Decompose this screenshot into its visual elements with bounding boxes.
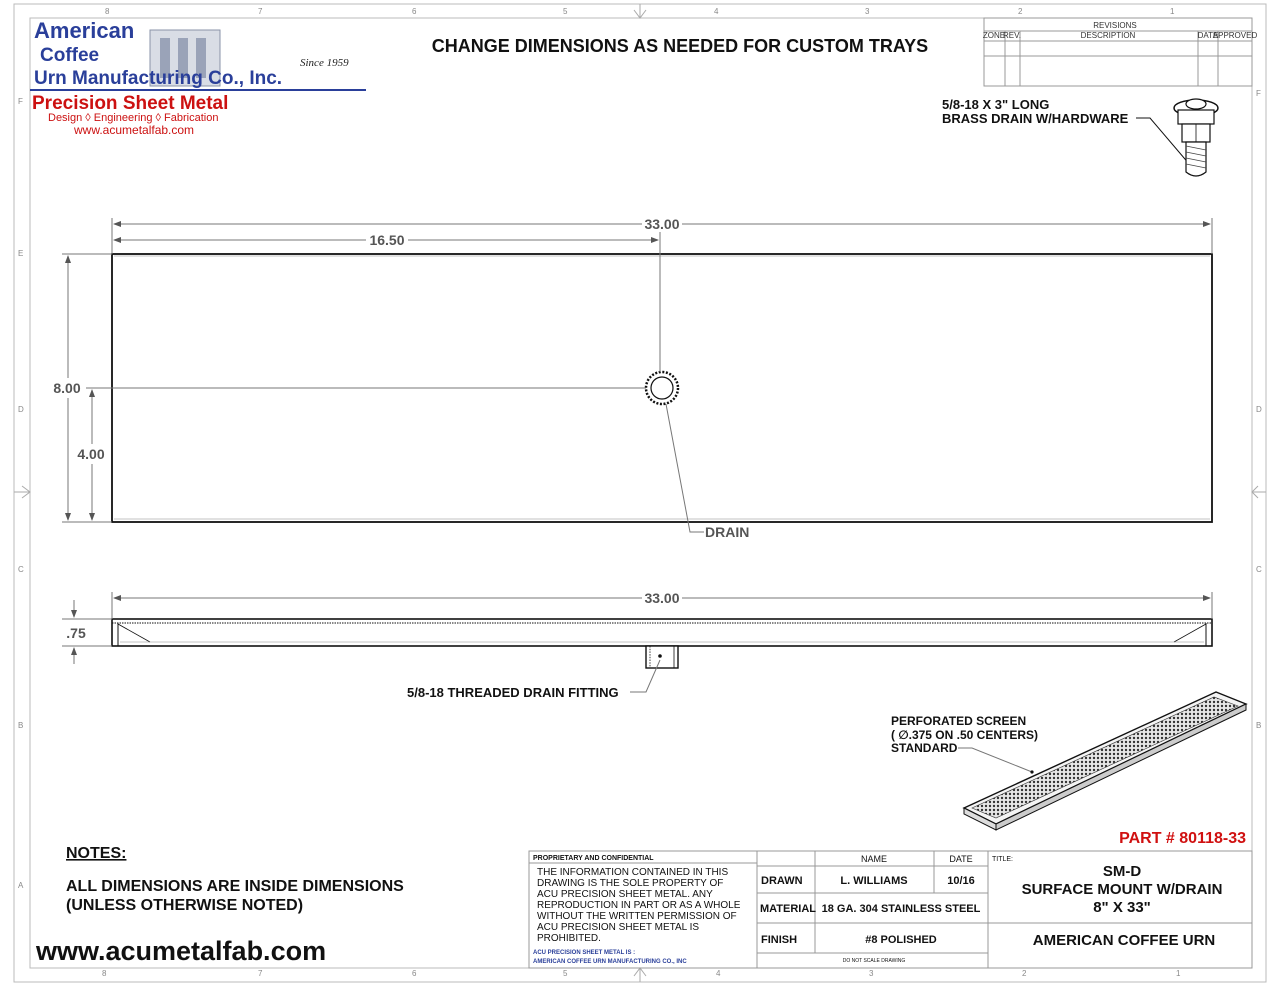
zone-label: B [1256,721,1262,730]
company-logo [30,18,366,137]
header-title: CHANGE DIMENSIONS AS NEEDED FOR CUSTOM TRAYS [431,36,929,56]
zone-label: 5 [563,7,568,16]
dim-half-width: 4.00 [77,446,105,462]
notes [66,845,404,914]
zone-label: 6 [412,969,417,978]
revisions-title: REVISIONS [1093,21,1137,30]
material-label: MATERIAL [760,903,817,915]
brass-drain-illustration [1174,99,1218,176]
notes-line-1: ALL DIMENSIONS ARE INSIDE DIMENSIONS [66,878,404,895]
center-mark-bottom [634,968,646,982]
drawing-title-3: 8" X 33" [1093,899,1151,916]
zone-label: E [18,249,24,258]
dim-half-length: 16.50 [369,232,405,248]
zone-label: 8 [102,969,107,978]
zone-label: 5 [563,969,568,978]
acu-statement: ACU PRECISION SHEET METAL IS : [533,950,636,956]
zone-label: 2 [1022,969,1027,978]
part-number: PART # 80118-33 [1119,830,1246,847]
zone-label: 6 [412,7,417,16]
notes-line-2: (UNLESS OTHERWISE NOTED) [66,897,304,914]
title-label: TITLE: [992,856,1014,863]
center-mark-left [14,486,30,498]
dim-width: 8.00 [53,380,81,396]
side-view [62,590,1212,700]
proprietary-line: WITHOUT THE WRITTEN PERMISSION OF [537,911,737,922]
zone-label: C [18,565,24,574]
center-mark-top [634,4,646,18]
finish-label: FINISH [761,934,798,946]
dim-top-length: 33.00 [644,216,680,232]
screen-label-3: STANDARD [891,741,958,755]
screen-label-1: PERFORATED SCREEN [891,714,1027,728]
rev-col-approved: APPROVED [1212,31,1258,40]
zone-label: F [18,97,23,106]
drain-hardware-label-1: 5/8-18 X 3" LONG [942,97,1050,112]
zone-label: 7 [258,7,263,16]
company-name: AMERICAN COFFEE URN [1032,932,1216,949]
drain-fitting [646,646,678,668]
drawn-date: 10/16 [947,875,975,887]
zone-label: C [1256,565,1262,574]
zone-label: D [18,405,24,414]
rev-col-zone: ZONE [982,31,1006,40]
drain-hardware-callout [942,97,1198,174]
center-mark-right [1252,486,1266,498]
proprietary-line: ACU PRECISION SHEET METAL IS [537,922,700,933]
footer-website: www.acumetalfab.com [36,936,327,966]
proprietary-line: DRAWING IS THE SOLE PROPERTY OF [537,878,724,889]
name-header: NAME [860,854,888,864]
zone-label: A [18,881,24,890]
date-header: DATE [949,854,973,864]
zone-label: 4 [716,969,721,978]
drain-hardware-label-2: BRASS DRAIN W/HARDWARE [942,111,1129,126]
proprietary-line: THE INFORMATION CONTAINED IN THIS [537,867,729,878]
logo-since: Since 1959 [300,57,349,69]
zone-label: F [1256,89,1261,98]
proprietary-line: PROHIBITED. [537,933,601,944]
perforated-screen-illustration [964,692,1246,830]
zone-label: 7 [258,969,263,978]
logo-line-coffee: Coffee [40,45,100,66]
revisions-table [983,18,1258,86]
zone-label: 3 [865,7,870,16]
dim-height: .75 [66,625,86,641]
proprietary-heading: PROPRIETARY AND CONFIDENTIAL [533,855,654,862]
zone-label: D [1256,405,1262,414]
zone-label: 8 [105,7,110,16]
zone-label: 1 [1170,7,1175,16]
logo-line-american: American [34,18,135,43]
zone-label: 4 [714,7,719,16]
drain-label: DRAIN [705,524,750,540]
dim-side-length: 33.00 [644,590,680,606]
do-not-scale: DO NOT SCALE DRAWING [842,958,906,964]
drawn-label: DRAWN [761,875,803,887]
drawing-title-2: SURFACE MOUNT W/DRAIN [1021,881,1223,898]
zone-label: B [18,721,24,730]
zone-label: 3 [869,969,874,978]
logo-services: Design ◊ Engineering ◊ Fabrication [48,112,219,124]
acu-company: AMERICAN COFFEE URN MANUFACTURING CO., INC [533,959,687,965]
rev-col-rev: REV. [1003,31,1021,40]
proprietary-line: REPRODUCTION IN PART OR AS A WHOLE [537,900,741,911]
drawn-name: L. WILLIAMS [840,875,908,887]
screen-label-2: ( ∅.375 ON .50 CENTERS) [891,728,1038,742]
fitting-label: 5/8-18 THREADED DRAIN FITTING [407,685,619,700]
title-block [529,851,1252,968]
proprietary-line: ACU PRECISION SHEET METAL. ANY [537,889,713,900]
rev-col-description: DESCRIPTION [1080,31,1136,40]
notes-heading: NOTES: [66,845,127,862]
logo-url: www.acumetalfab.com [74,123,195,137]
finish-value: #8 POLISHED [865,934,937,946]
material-value: 18 GA. 304 STAINLESS STEEL [821,903,981,915]
zone-label: 1 [1176,969,1181,978]
drawing-title-1: SM-D [1102,863,1142,880]
logo-line-urn: Urn Manufacturing Co., Inc. [34,68,283,89]
perforated-screen-callout [891,714,1038,774]
zone-label: 2 [1018,7,1023,16]
rev-col-date: DATE [1197,31,1219,40]
logo-tagline: Precision Sheet Metal [32,93,229,114]
top-view [53,216,1212,540]
